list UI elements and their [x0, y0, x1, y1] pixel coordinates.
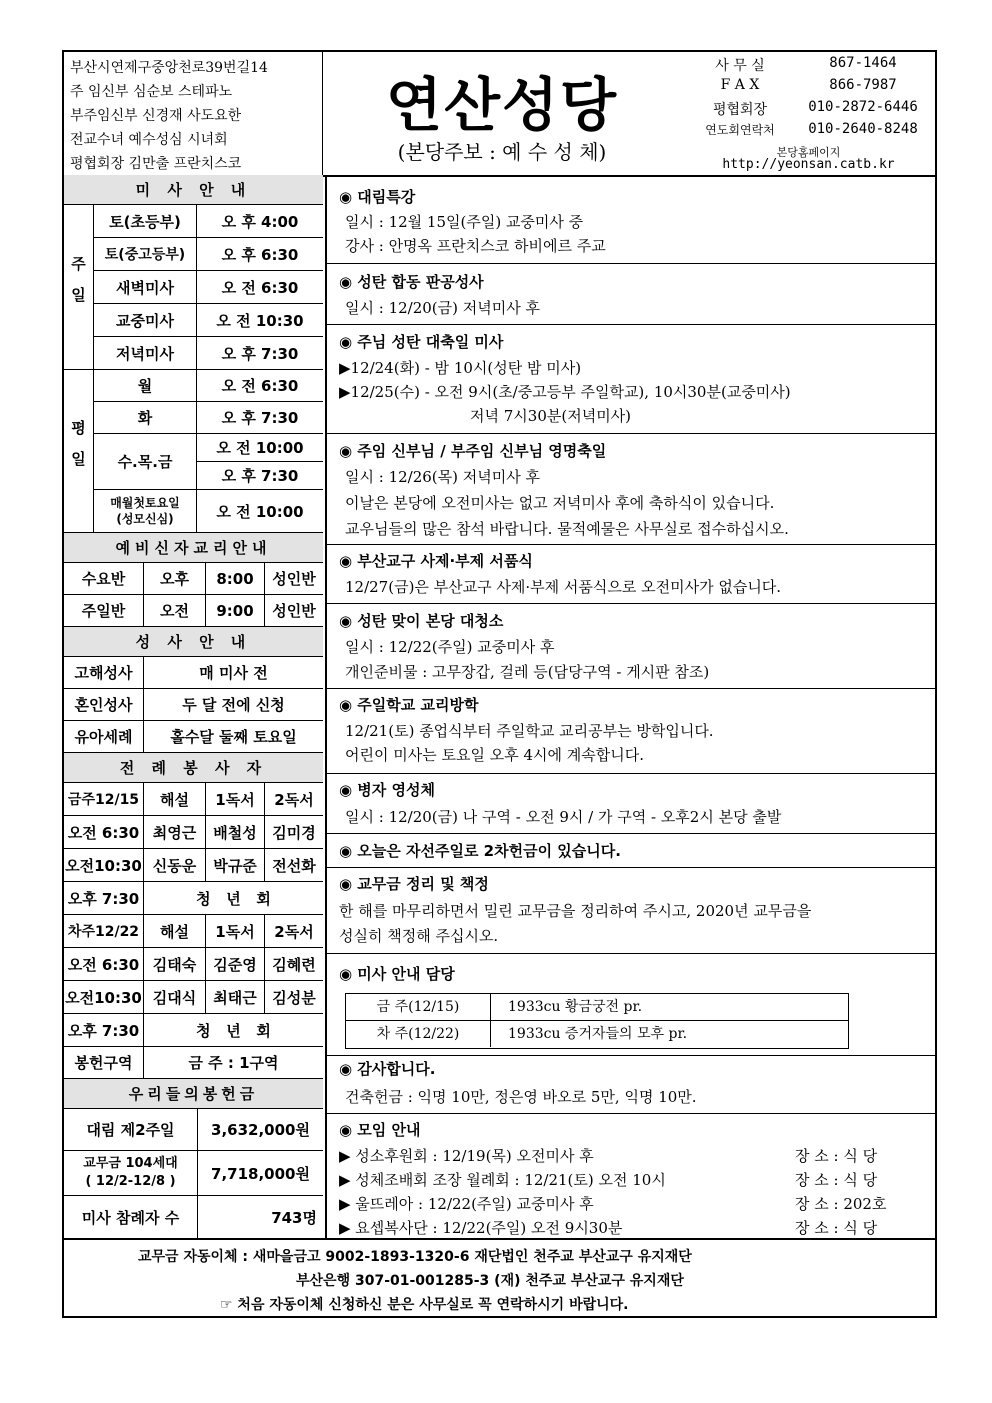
notice-heading: ◉ 주님 성탄 대축일 미사	[339, 333, 504, 351]
notice-text: 강사 : 안명옥 프란치스코 하비에르 주교	[345, 237, 606, 255]
divider	[327, 1113, 935, 1114]
class-type: 성인반	[265, 563, 323, 595]
sacrament-name: 유아세례	[64, 721, 144, 753]
footer-note: ☞ 처음 자동이체 신청하신 분은 사무실로 꼭 연락하시기 바랍니다.	[220, 1297, 629, 1313]
meeting-place: 장 소 : 식 당	[795, 1219, 878, 1237]
notice-heading: ◉ 주일학교 교리방학	[339, 696, 479, 714]
mass-time: 오 전 6:30	[197, 370, 323, 402]
server-slot: 오전10:30	[64, 849, 144, 882]
notice-text: ▶12/25(수) - 오전 9시(초/중고등부 주일학교), 10시30분(교중미사)	[339, 383, 791, 401]
divider	[327, 1055, 935, 1056]
offering-amount: 743명	[271, 1208, 317, 1227]
assistant-pastor: 부주임신부 신경재 사도요한	[70, 108, 242, 124]
divider	[327, 688, 935, 689]
server-slot: 오전10:30	[64, 981, 144, 1014]
server-name: 김성분	[265, 981, 323, 1014]
notice-text: 교우님들의 많은 참석 바랍니다. 물적예물은 사무실로 접수하십시오.	[345, 520, 789, 538]
server-name: 김혜련	[265, 948, 323, 981]
notice-text: 일시 : 12/26(목) 저녁미사 후	[345, 468, 540, 486]
notice-heading: ◉ 성탄 맞이 본당 대청소	[339, 612, 504, 630]
offering-district-label: 봉헌구역	[64, 1047, 144, 1079]
server-name: 김미경	[265, 816, 323, 849]
server-role: 해설	[144, 783, 206, 816]
sacrament-note: 홀수달 둘째 토요일	[144, 721, 323, 753]
catechumen-title: 예비신자교리안내	[64, 533, 323, 563]
notice-text: 건축헌금 : 익명 10만, 정은영 바오로 5만, 익명 10만.	[345, 1088, 697, 1106]
notice-text: 저녁 7시30분(저녁미사)	[470, 407, 632, 425]
contact-funeral: 연도회연락처 010-2640-8248	[705, 121, 918, 137]
offering-label: 미사 참례자 수	[64, 1196, 198, 1238]
sacrament-title: 성 사 안 내	[64, 627, 323, 657]
class-name: 수요반	[64, 563, 144, 595]
class-name: 주일반	[64, 595, 144, 627]
mass-name: 매월첫토요일 (성모신심)	[94, 490, 197, 533]
mass-time: 오 후 7:30	[197, 462, 323, 490]
server-name: 최영근	[144, 816, 206, 849]
mass-name: 수.목.금	[94, 434, 197, 490]
mass-time: 오 전 6:30	[197, 271, 323, 304]
meeting-place: 장 소 : 식 당	[795, 1171, 878, 1189]
divider	[327, 324, 935, 325]
mass-name: 화	[94, 402, 197, 434]
pastor: 주 임신부 심순보 스테파노	[70, 84, 233, 100]
notice-text: 이날은 본당에 오전미사는 없고 저녁미사 후에 축하식이 있습니다.	[345, 494, 775, 512]
sacrament-note: 매 미사 전	[144, 657, 323, 689]
notice-text: 성실히 책정해 주십시오.	[339, 927, 499, 945]
meeting-place: 장 소 : 202호	[795, 1195, 887, 1213]
mass-time: 오 전 10:30	[197, 304, 323, 337]
notice-text: 개인준비물 : 고무장갑, 걸레 등(담당구역 - 게시판 참조)	[345, 663, 710, 681]
notice-text: 12/21(토) 종업식부터 주일학교 교리공부는 방학입니다.	[345, 722, 714, 740]
header	[64, 52, 935, 177]
address: 부산시연제구중앙천로39번길14	[70, 60, 268, 76]
mass-time: 오 전 10:00	[197, 434, 323, 462]
sacrament-note: 두 달 전에 신청	[144, 689, 323, 721]
contact-president: 평협회장 010-2872-6446	[712, 99, 918, 118]
homepage-label: 본당홈페이지	[776, 146, 841, 159]
header-info	[64, 52, 323, 175]
notice-heading: ◉ 부산교구 사제·부제 서품식	[339, 552, 533, 570]
homepage-link[interactable]: http://yeonsan.catb.kr	[722, 157, 895, 172]
sacrament-name: 고해성사	[64, 657, 144, 689]
sacrament-name: 혼인성사	[64, 689, 144, 721]
contact-fax: F A X 866-7987	[720, 77, 897, 93]
bank-info-1: 교무금 자동이체 : 새마을금고 9002-1893-1320-6 재단법인 천주교 부산교구 유지재단	[138, 1249, 692, 1265]
offering-label: 교무금 104세대 ( 12/2-12/8 )	[64, 1151, 198, 1196]
notice-heading: ◉ 미사 안내 담당	[339, 965, 455, 983]
page-title: 연산성당	[385, 71, 619, 139]
nun: 전교수녀 예수성심 시녀회	[70, 132, 228, 148]
server-group: 청 년 회	[144, 882, 323, 915]
divider	[327, 263, 935, 264]
class-ampm: 오후	[144, 563, 206, 595]
mass-name: 새벽미사	[94, 271, 197, 304]
notice-heading: ◉ 감사합니다.	[339, 1060, 436, 1078]
notices	[327, 175, 935, 1238]
server-name: 전선화	[265, 849, 323, 882]
notice-heading: ◉ 성탄 합동 판공성사	[339, 273, 484, 291]
table-row: 금 주(12/15) 1933cu 황금궁전 pr.	[346, 994, 848, 1021]
class-time: 8:00	[206, 563, 265, 595]
notice-text: 일시 : 12/22(주일) 교중미사 후	[345, 638, 555, 656]
notice-heading: ◉ 교무금 정리 및 책정	[339, 875, 489, 893]
mass-time: 오 후 7:30	[197, 337, 323, 370]
notice-text: 일시 : 12월 15일(주일) 교중미사 중	[345, 213, 584, 231]
server-group: 청 년 회	[144, 1014, 323, 1047]
notice-text: 어린이 미사는 토요일 오후 4시에 계속합니다.	[345, 746, 644, 764]
divider	[327, 433, 935, 434]
divider	[327, 953, 935, 954]
meeting-item: ▶ 울뜨레아 : 12/22(주일) 교중미사 후	[339, 1195, 594, 1213]
meeting-item: ▶ 성소후원회 : 12/19(목) 오전미사 후	[339, 1147, 594, 1165]
divider	[327, 544, 935, 545]
mass-time: 오 후 7:30	[197, 402, 323, 434]
offering-title: 우리들의봉헌금	[64, 1079, 323, 1109]
notice-text: 한 해를 마무리하면서 밀린 교무금을 정리하여 주시고, 2020년 교무금을	[339, 902, 812, 920]
divider	[327, 773, 935, 774]
class-type: 성인반	[265, 595, 323, 627]
mass-name: 저녁미사	[94, 337, 197, 370]
notice-heading: ◉ 주임 신부님 / 부주임 신부님 영명축일	[339, 442, 607, 460]
divider	[327, 603, 935, 604]
divider	[327, 867, 935, 868]
mass-name: 토(중고등부)	[94, 238, 197, 271]
mass-time: 오 후 6:30	[197, 238, 323, 271]
server-name: 김태숙	[144, 948, 206, 981]
server-name: 김대식	[144, 981, 206, 1014]
title-block	[322, 52, 682, 175]
server-slot: 오후 7:30	[64, 882, 144, 915]
mass-name: 월	[94, 370, 197, 402]
notice-heading: ◉ 오늘은 자선주일로 2차헌금이 있습니다.	[339, 842, 621, 860]
offering-district: 금 주 : 1구역	[144, 1047, 323, 1079]
mass-title: 미 사 안 내	[64, 175, 323, 205]
server-role: 2독서	[265, 915, 323, 948]
meeting-place: 장 소 : 식 당	[795, 1147, 878, 1165]
notice-text: 일시 : 12/20(금) 나 구역 - 오전 9시 / 가 구역 - 오후2시 본당 출발	[345, 808, 782, 826]
server-slot: 오전 6:30	[64, 948, 144, 981]
offering-amount: 3,632,000원	[198, 1109, 323, 1151]
page-subtitle: (본당주보 : 예 수 성 체)	[397, 140, 607, 164]
divider	[327, 833, 935, 834]
servers-title: 전 례 봉 사 자	[64, 753, 323, 783]
server-name: 신동운	[144, 849, 206, 882]
footer	[64, 1238, 935, 1318]
class-ampm: 오전	[144, 595, 206, 627]
meeting-item: ▶ 성체조배회 조장 월례회 : 12/21(토) 오전 10시	[339, 1171, 666, 1189]
notice-heading: ◉ 대림특강	[339, 188, 416, 206]
mass-name: 토(초등부)	[94, 205, 197, 238]
notice-text: 12/27(금)은 부산교구 사제·부제 서품식으로 오전미사가 없습니다.	[345, 578, 782, 596]
bulletin-frame	[62, 50, 937, 1318]
server-name: 배철성	[206, 816, 265, 849]
left-column	[64, 175, 327, 1238]
mass-guide-table	[345, 993, 849, 1049]
server-slot: 오전 6:30	[64, 816, 144, 849]
meeting-item: ▶ 요셉복사단 : 12/22(주일) 오전 9시30분	[339, 1219, 623, 1237]
weekday-label: 평일	[64, 370, 94, 533]
server-role: 2독서	[265, 783, 323, 816]
offering-label: 대림 제2주일	[64, 1109, 198, 1151]
server-role: 해설	[144, 915, 206, 948]
server-name: 최태근	[206, 981, 265, 1014]
server-name: 김준영	[206, 948, 265, 981]
notice-heading: ◉ 모임 안내	[339, 1121, 421, 1139]
contact-office: 사 무 실 867-1464	[715, 55, 897, 74]
notice-text: ▶12/24(화) - 밤 10시(성탄 밤 미사)	[339, 359, 582, 377]
offering-amount: 7,718,000원	[198, 1151, 323, 1196]
server-role: 1독서	[206, 915, 265, 948]
sunday-label: 주일	[64, 205, 94, 370]
class-time: 9:00	[206, 595, 265, 627]
server-name: 박규준	[206, 849, 265, 882]
table-row: 차 주(12/22) 1933cu 증거자들의 모후 pr.	[346, 1021, 848, 1048]
bank-info-2: 부산은행 307-01-001285-3 (재) 천주교 부산교구 유지재단	[296, 1273, 684, 1289]
mass-time: 오 전 10:00	[197, 490, 323, 533]
notice-text: 일시 : 12/20(금) 저녁미사 후	[345, 299, 540, 317]
council-president: 평협회장 김만출 프란치스코	[70, 156, 242, 172]
mass-time: 오 후 4:00	[197, 205, 323, 238]
server-slot: 금주12/15	[64, 783, 144, 816]
server-slot: 오후 7:30	[64, 1014, 144, 1047]
server-slot: 차주12/22	[64, 915, 144, 948]
notice-heading: ◉ 병자 영성체	[339, 781, 435, 799]
server-role: 1독서	[206, 783, 265, 816]
mass-name: 교중미사	[94, 304, 197, 337]
contacts	[682, 52, 935, 175]
